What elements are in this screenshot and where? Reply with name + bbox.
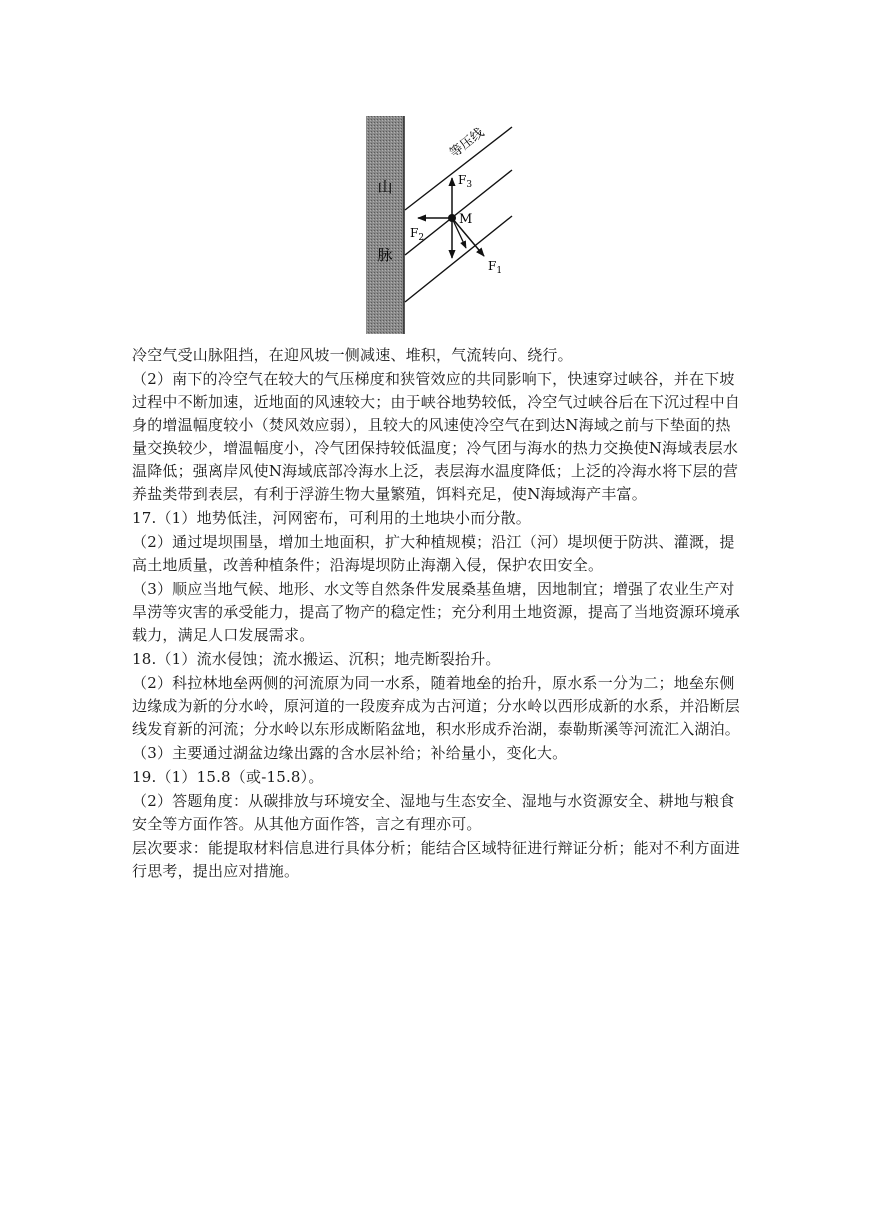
- paragraph-17-3: （3）顺应当地气候、地形、水文等自然条件发展桑基鱼塘，因地制宜；增强了农业生产对旱涝等灾害的承受能力，提高了物产的稳定性；充分利用土地资源，提高了当地资源环境承载力，满足人口发展需求。: [132, 580, 741, 644]
- answer-text-body: [132, 344, 744, 884]
- mountain-label-2: 脉: [377, 246, 393, 264]
- mountain-label-1: 山: [377, 178, 393, 196]
- paragraph-16-2: （2）南下的冷空气在较大的气压梯度和狭管效应的共同影响下，快速穿过峡谷，并在下坡过程中不断加速，近地面的风速较大；由于峡谷地势较低，冷空气过峡谷后在下沉过程中自身的增温幅度较小（焚风效应弱），且较大的风速使冷空气在到达N海域之前与下垫面的热量交换较少，增温幅度小，冷气团保持较低温度；冷气团与海水的热力交换使N海域表层水温降低；强离岸风使N海域底部冷海水上泛，表层海水温度降低；上泛的冷海水将下层的营养盐类带到表层，有利于浮游生物大量繁殖，饵料充足，使N海域海产丰富。: [132, 370, 741, 503]
- force-f3-label: $F_3$: [458, 173, 473, 190]
- mountain-range-block: [366, 116, 404, 334]
- paragraph-17-1: 17.（1）地势低洼，河网密布，可利用的土地块小而分散。: [132, 509, 532, 527]
- paragraph-18-1: 18.（1）流水侵蚀；流水搬运、沉积；地壳断裂抬升。: [132, 650, 501, 668]
- force-f2-label: $F_2$: [410, 226, 425, 243]
- paragraph-18-2: （2）科拉林地垒两侧的河流原为同一水系，随着地垒的抬升，原水系一分为二；地垒东侧边缘成为新的分水岭，原河道的一段废弃成为古河道；分水岭以西形成新的水系，并沿断层线发育新的河流；分水岭以东形成断陷盆地，积水形成乔治湖，泰勒斯溪等河流汇入湖泊。: [132, 674, 741, 738]
- paragraph-19-2: （2）答题角度：从碳排放与环境安全、湿地与生态安全、湿地与水资源安全、耕地与粮食安全等方面作答。从其他方面作答，言之有理亦可。: [132, 792, 735, 833]
- force-diagram: [362, 110, 532, 338]
- paragraph-18-3: （3）主要通过湖盆边缘出露的含水层补给；补给量小，变化大。: [132, 744, 568, 762]
- point-m: [448, 214, 456, 222]
- force-f1-label: $F_1$: [488, 259, 503, 276]
- paragraph-mountain-blocking: 冷空气受山脉阻挡，在迎风坡一侧减速、堆积，气流转向、绕行。: [132, 346, 573, 364]
- paragraph-level-requirements: 层次要求：能提取材料信息进行具体分析；能结合区域特征进行辩证分析；能对不利方面进行思考，提出应对措施。: [132, 839, 741, 880]
- point-m-label: M: [459, 212, 473, 227]
- pressure-gradient-figure: [362, 110, 532, 338]
- paragraph-17-2: （2）通过堤坝围垦，增加土地面积，扩大种植规模；沿江（河）堤坝便于防洪、灌溉，提高土地质量，改善种植条件；沿海堤坝防止海潮入侵，保护农田安全。: [132, 533, 735, 574]
- paragraph-19-1: 19.（1）15.8（或-15.8）。: [132, 768, 324, 786]
- isobar-label: 等压线: [447, 125, 488, 162]
